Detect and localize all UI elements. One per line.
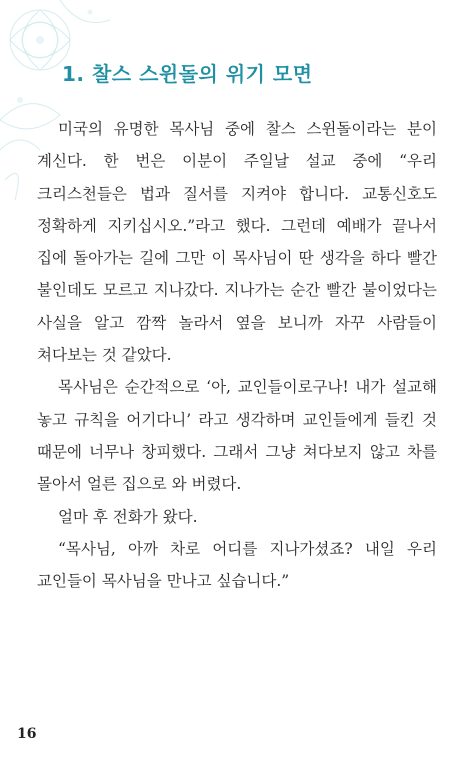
paragraph-2: 목사님은 순간적으로 ‘아, 교인들이로구나! 내가 설교해 놓고 규칙을 어기다니’ 라고 생각하며 교인들에게 들킨 것 때문에 너무나 창피했다. 그래서 그냥 쳐다보지 않고 차를 몰아서 얼른 집으로 와 버렸다. (37, 378, 437, 494)
paragraph-4: “목사님, 아까 차로 어디를 지나가셨죠? 내일 우리 교인들이 목사님을 만나고 싶습니다.” (37, 539, 437, 591)
paragraph-1: 미국의 유명한 목사님 중에 찰스 스윈돌이라는 분이 계신다. 한 번은 이분이 주일날 설교 중에 “우리 크리스천들은 법과 질서를 지켜야 합니다. 교통신호도 정확하게 지키십시오.”라고 했다. 그런데 예배가 끝나서 집에 돌아가는 길에 그만 이 목사님이 딴 생각을 하다 빨간 불인데도 모르고 지나갔다. 지나가는 순간 빨간 불이었다는 사실을 알고 깜짝 놀라서 옆을 보니까 자꾸 사람들이 쳐다보는 것 같았다. (37, 120, 437, 365)
body-text (37, 113, 437, 597)
chapter-title: 1. 찰스 스윈돌의 위기 모면 (62, 62, 313, 86)
page-number: 16 (17, 726, 37, 742)
paragraph-3: 얼마 후 전화가 왔다. (58, 507, 198, 526)
